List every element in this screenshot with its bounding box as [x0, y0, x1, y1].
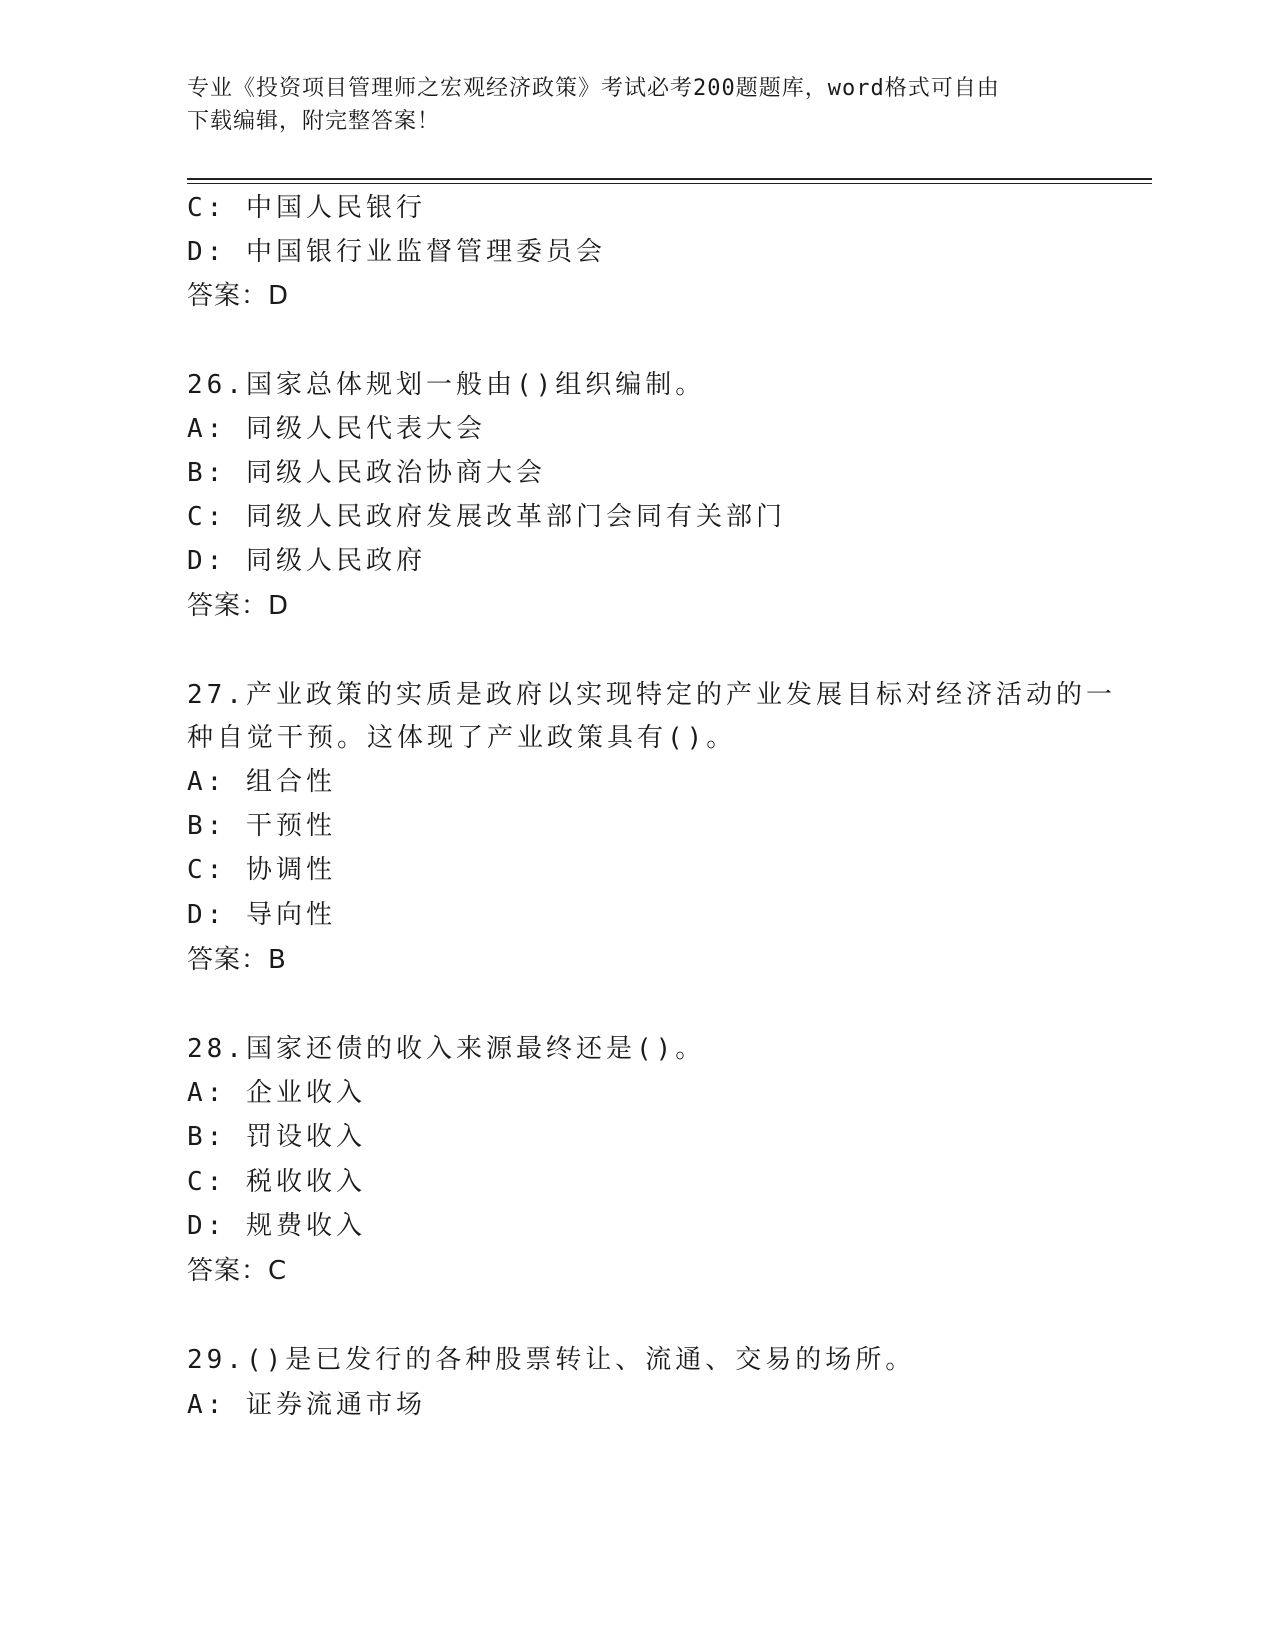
- q27-question-line-1: 27.产业政策的实质是政府以实现特定的产业发展目标对经济活动的一: [187, 680, 1116, 710]
- q27-answer: 答案：B: [187, 945, 287, 975]
- q28-option-c: C: 税收收入: [187, 1167, 366, 1197]
- header-line-1: 专业《投资项目管理师之宏观经济政策》考试必考200题题库，word格式可自由: [187, 76, 1000, 101]
- q27-question-line-2: 种自觉干预。这体现了产业政策具有()。: [187, 723, 737, 753]
- q28-answer: 答案：C: [187, 1256, 288, 1286]
- q27-option-c: C: 协调性: [187, 855, 336, 885]
- q26-option-c: C: 同级人民政府发展改革部门会同有关部门: [187, 502, 786, 532]
- q28-option-b: B: 罚设收入: [187, 1122, 366, 1152]
- q26-option-a: A: 同级人民代表大会: [187, 414, 486, 444]
- q27-option-a: A: 组合性: [187, 767, 336, 797]
- document-header: [187, 72, 1087, 138]
- q26-option-d: D: 同级人民政府: [187, 546, 426, 576]
- header-line-2: 下载编辑，附完整答案！: [187, 109, 441, 134]
- q29-question: 29.()是已发行的各种股票转让、流通、交易的场所。: [187, 1345, 916, 1375]
- q27-option-b: B: 干预性: [187, 811, 336, 841]
- q28-option-d: D: 规费收入: [187, 1211, 366, 1241]
- q26-question: 26.国家总体规划一般由()组织编制。: [187, 370, 706, 400]
- q26-option-b: B: 同级人民政治协商大会: [187, 458, 546, 488]
- q28-question: 28.国家还债的收入来源最终还是()。: [187, 1034, 706, 1064]
- q27-option-d: D: 导向性: [187, 900, 336, 930]
- header-divider-thin: [187, 183, 1152, 184]
- q28-option-a: A: 企业收入: [187, 1078, 366, 1108]
- q25-option-c: C: 中国人民银行: [187, 193, 426, 223]
- q26-answer: 答案：D: [187, 591, 290, 621]
- q25-answer: 答案：D: [187, 281, 290, 311]
- q25-option-d: D: 中国银行业监督管理委员会: [187, 237, 606, 267]
- header-divider-thick: [187, 178, 1152, 180]
- q29-option-a: A: 证券流通市场: [187, 1390, 426, 1420]
